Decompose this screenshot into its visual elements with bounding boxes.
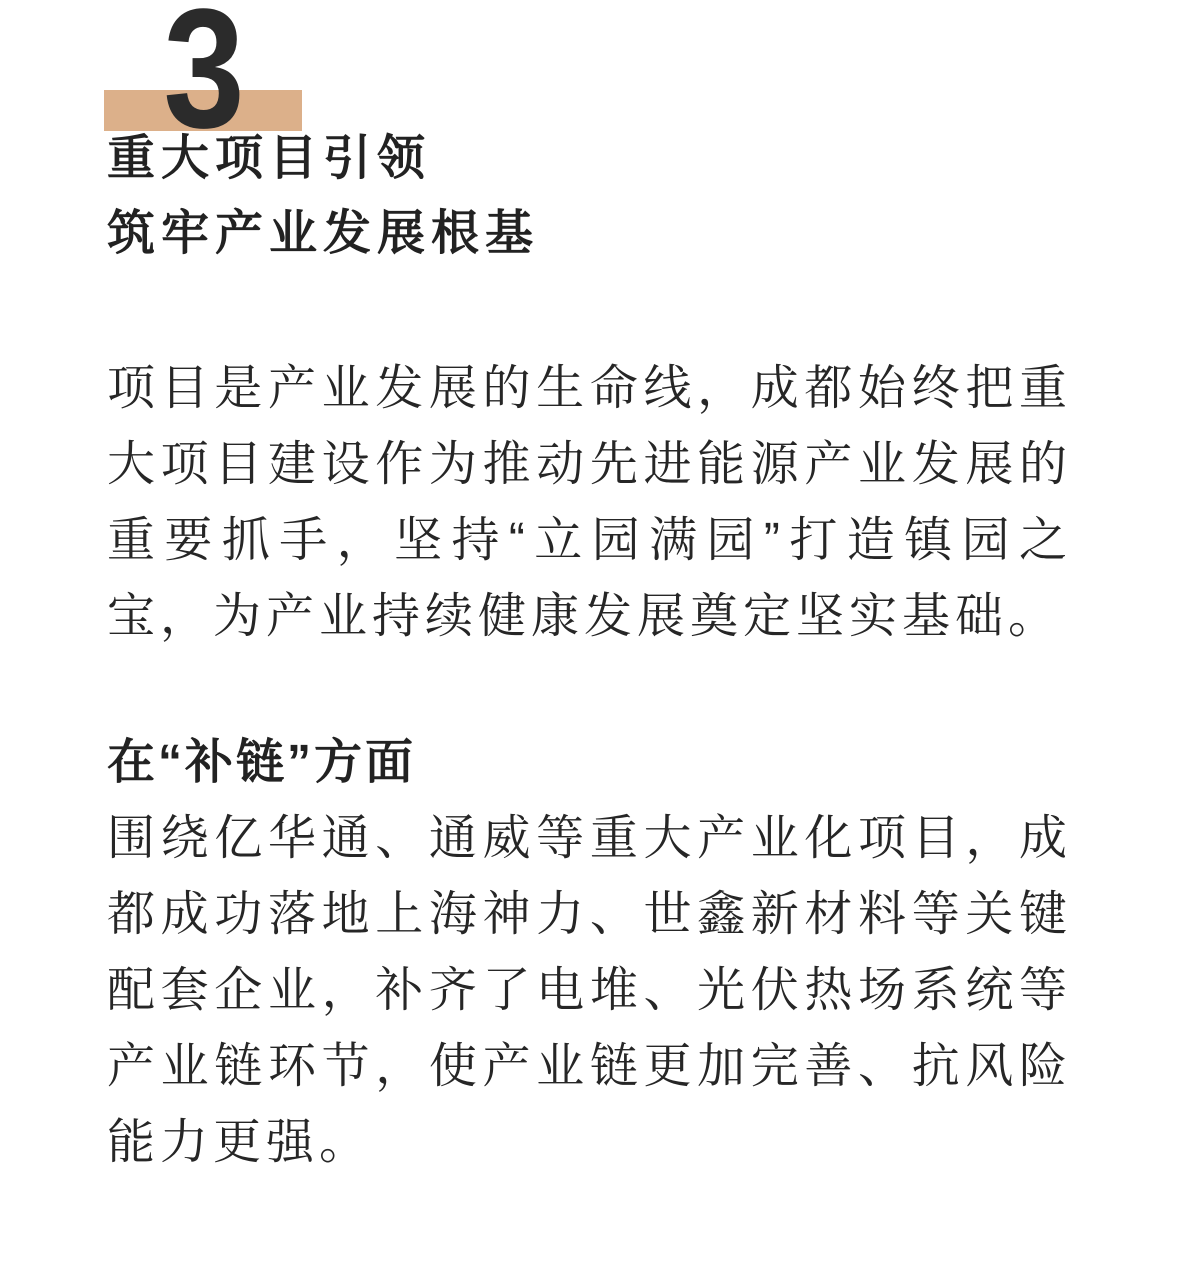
subsection-bulian: [107, 725, 1072, 1181]
section-title-line1: 重大项目引领: [107, 132, 432, 185]
section-title-line2: 筑牢产业发展根基: [107, 207, 540, 260]
section-number: 3: [163, 0, 245, 164]
intro-paragraph: 项目是产业发展的生命线，成都始终把重大项目建设作为推动先进能源产业发展的重要抓手，坚持“立园满园”打造镇园之宝，为产业持续健康发展奠定坚实基础。: [107, 362, 1072, 643]
subsection-body-bulian: 围绕亿华通、通威等重大产业化项目，成都成功落地上海神力、世鑫新材料等关键配套企业，补齐了电堆、光伏热场系统等产业链环节，使产业链更加完善、抗风险能力更强。: [107, 812, 1072, 1169]
subsection-heading-bulian: 在“补链”方面: [107, 736, 417, 789]
section-title: [107, 121, 1072, 271]
section-number-block: [107, 0, 305, 164]
